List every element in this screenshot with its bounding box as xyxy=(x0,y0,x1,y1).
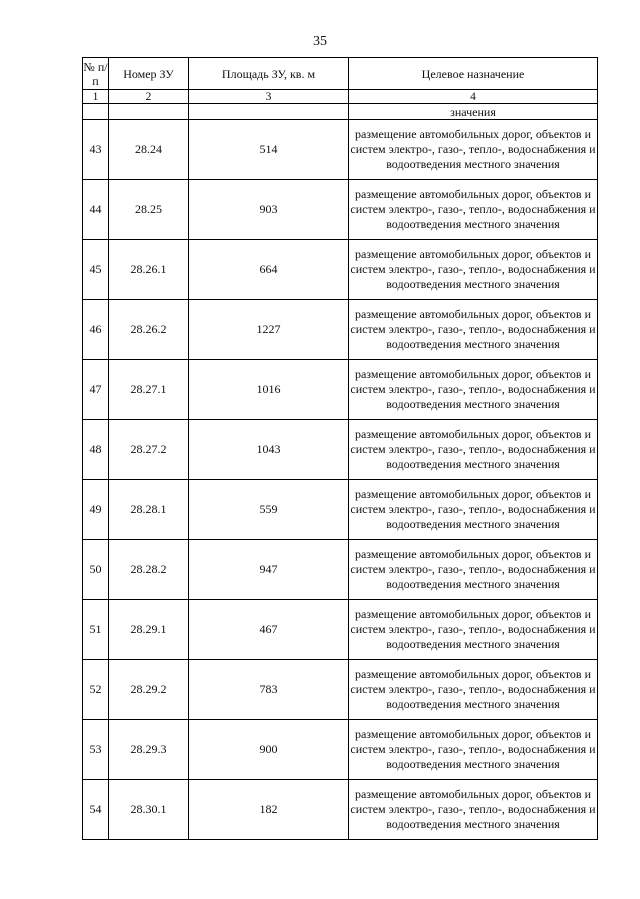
row-number: 43 xyxy=(83,120,109,180)
plot-area: 783 xyxy=(189,660,349,720)
plot-id: 28.25 xyxy=(109,180,189,240)
row-number: 44 xyxy=(83,180,109,240)
plot-purpose: размещение автомобильных дорог, объектов и систем электро-, газо-, тепло-, водоснабжения и водоотведения местного значения xyxy=(349,600,598,660)
table-row xyxy=(83,660,598,720)
plot-id: 28.29.1 xyxy=(109,600,189,660)
column-number: 3 xyxy=(189,90,349,104)
plot-id: 28.24 xyxy=(109,120,189,180)
row-number: 47 xyxy=(83,360,109,420)
table-row xyxy=(83,480,598,540)
plot-area: 903 xyxy=(189,180,349,240)
plot-purpose: размещение автомобильных дорог, объектов и систем электро-, газо-, тепло-, водоснабжения и водоотведения местного значения xyxy=(349,540,598,600)
header-number: № п/п xyxy=(83,59,108,88)
plot-purpose: размещение автомобильных дорог, объектов и систем электро-, газо-, тепло-, водоснабжения и водоотведения местного значения xyxy=(349,360,598,420)
row-number: 51 xyxy=(83,600,109,660)
column-number: 4 xyxy=(349,90,598,104)
land-plots-table xyxy=(82,57,598,840)
continuation-row xyxy=(83,104,598,120)
plot-purpose: размещение автомобильных дорог, объектов и систем электро-, газо-, тепло-, водоснабжения и водоотведения местного значения xyxy=(349,720,598,780)
table-row xyxy=(83,240,598,300)
plot-area: 900 xyxy=(189,720,349,780)
plot-id: 28.26.2 xyxy=(109,300,189,360)
plot-purpose: размещение автомобильных дорог, объектов и систем электро-, газо-, тепло-, водоснабжения и водоотведения местного значения xyxy=(349,120,598,180)
plot-area: 182 xyxy=(189,780,349,840)
plot-id: 28.26.1 xyxy=(109,240,189,300)
table-row xyxy=(83,360,598,420)
continuation-text: значения xyxy=(349,104,598,120)
row-number: 48 xyxy=(83,420,109,480)
row-number: 45 xyxy=(83,240,109,300)
plot-id: 28.29.2 xyxy=(109,660,189,720)
plot-purpose: размещение автомобильных дорог, объектов и систем электро-, газо-, тепло-, водоснабжения и водоотведения местного значения xyxy=(349,660,598,720)
column-number-row xyxy=(83,90,598,104)
table-row xyxy=(83,600,598,660)
plot-id: 28.28.2 xyxy=(109,540,189,600)
table-row xyxy=(83,780,598,840)
table-header-row xyxy=(83,58,598,90)
plot-area: 1016 xyxy=(189,360,349,420)
plot-purpose: размещение автомобильных дорог, объектов и систем электро-, газо-, тепло-, водоснабжения и водоотведения местного значения xyxy=(349,420,598,480)
plot-area: 664 xyxy=(189,240,349,300)
table-row xyxy=(83,300,598,360)
row-number: 50 xyxy=(83,540,109,600)
page-number: 35 xyxy=(313,34,327,49)
plot-id: 28.30.1 xyxy=(109,780,189,840)
plot-area: 514 xyxy=(189,120,349,180)
header-plot-id: Номер ЗУ xyxy=(109,58,189,90)
table-row xyxy=(83,180,598,240)
column-number: 1 xyxy=(83,90,109,104)
table-row xyxy=(83,540,598,600)
table-row xyxy=(83,720,598,780)
plot-purpose: размещение автомобильных дорог, объектов и систем электро-, газо-, тепло-, водоснабжения и водоотведения местного значения xyxy=(349,180,598,240)
table-row xyxy=(83,120,598,180)
column-number: 2 xyxy=(109,90,189,104)
row-number: 49 xyxy=(83,480,109,540)
plot-area: 1043 xyxy=(189,420,349,480)
plot-purpose: размещение автомобильных дорог, объектов и систем электро-, газо-, тепло-, водоснабжения и водоотведения местного значения xyxy=(349,300,598,360)
plot-area: 559 xyxy=(189,480,349,540)
plot-id: 28.28.1 xyxy=(109,480,189,540)
header-purpose: Целевое назначение xyxy=(349,58,598,90)
table-row xyxy=(83,420,598,480)
plot-id: 28.29.3 xyxy=(109,720,189,780)
plot-purpose: размещение автомобильных дорог, объектов и систем электро-, газо-, тепло-, водоснабжения и водоотведения местного значения xyxy=(349,240,598,300)
row-number: 54 xyxy=(83,780,109,840)
header-area: Площадь ЗУ, кв. м xyxy=(189,58,349,90)
row-number: 46 xyxy=(83,300,109,360)
plot-area: 467 xyxy=(189,600,349,660)
row-number: 52 xyxy=(83,660,109,720)
plot-id: 28.27.2 xyxy=(109,420,189,480)
plot-purpose: размещение автомобильных дорог, объектов и систем электро-, газо-, тепло-, водоснабжения и водоотведения местного значения xyxy=(349,480,598,540)
plot-id: 28.27.1 xyxy=(109,360,189,420)
plot-purpose: размещение автомобильных дорог, объектов и систем электро-, газо-, тепло-, водоснабжения и водоотведения местного значения xyxy=(349,780,598,840)
row-number: 53 xyxy=(83,720,109,780)
plot-area: 947 xyxy=(189,540,349,600)
plot-area: 1227 xyxy=(189,300,349,360)
